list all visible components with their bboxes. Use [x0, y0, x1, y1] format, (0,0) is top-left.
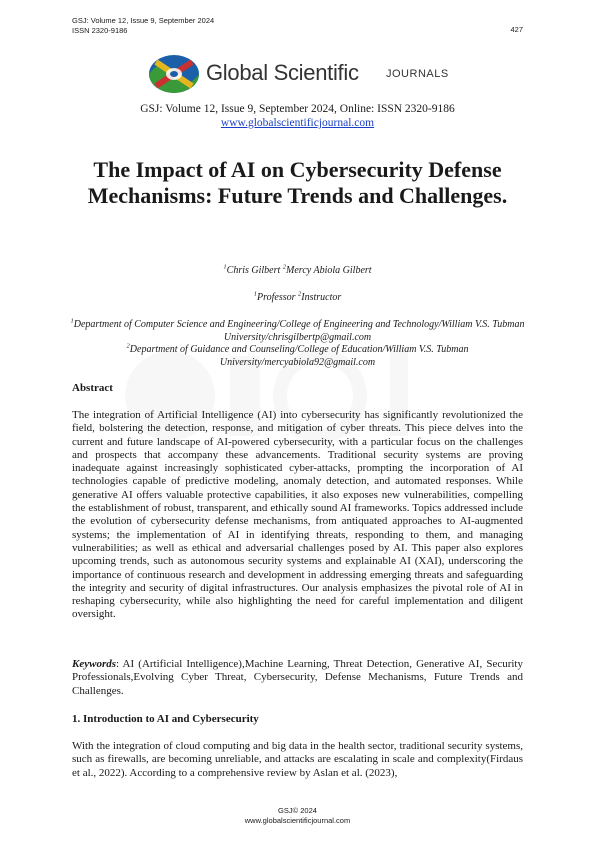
abstract-heading: Abstract	[72, 382, 113, 394]
issue-info	[0, 102, 595, 130]
affiliations	[70, 319, 525, 369]
role2: Instructor	[301, 292, 342, 303]
affil2-superscript: 2	[126, 342, 130, 350]
roles-line	[0, 292, 595, 303]
page-footer	[0, 806, 595, 825]
abstract-text: The integration of Artificial Intelligence (AI) into cybersecurity has significantly revolutionized the field, bolstering the detection, response, and mitigation of cyber threats. This piece delves into the current and future landscape of AI-powered cybersecurity, with a particular focus on the challenges and prospects that accompany these advancements. Traditional security systems are proving inadequate against increasingly sophisticated cyber-attacks, prompting the incorporation of AI technologies capable of predictive modeling, anomaly detection, and automated responses. While generative AI offers valuable protective capabilities, it also exposes new vulnerabilities, compelling the establishment of robust, transparent, and ethically sound AI frameworks. Topics addressed include the evolution of cybersecurity defense mechanisms, from antiquated approaches to AI-augmented systems; the implementation of AI in identifying threats, responding to them, and managing vulnerabilities; as well as ethical and adversarial challenges posed by AI. This paper also explores upcoming trends, such as autonomous security systems and explainable AI (XAI), underscoring the importance of continuous research and development in addressing emerging threats and safeguarding the integrity and security of digital infrastructures. Our analysis emphasizes the pivotal role of AI in reshaping cybersecurity, while also highlighting the need for careful implementation and diligent oversight.	[72, 409, 523, 621]
affiliation-1	[70, 319, 525, 344]
affil1-superscript: 1	[70, 317, 74, 325]
affil1-text: Department of Computer Science and Engineering/College of Engineering and Technology/William V.S. Tubman University/chrisgilbertp@gmail.com	[73, 319, 525, 343]
keywords-text: : AI (Artificial Intelligence),Machine Learning, Threat Detection, Generative AI, Security Professionals,Evolving Cyber Threat, Cybersecurity, Defense Mechanisms, Future Trends and Challenges.	[72, 658, 523, 697]
author2-name: Mercy Abiola Gilbert	[286, 265, 372, 276]
section-text: With the integration of cloud computing and big data in the health sector, traditional security systems, such as firewalls, are becoming unreliable, and attacks are escalating in scale and complexity(Firdaus et al., 2022). According to a comprehensive review by Aslan et al. (2023),	[72, 740, 523, 779]
footer-copyright: GSJ© 2024	[278, 806, 317, 815]
header-journal-line: GSJ: Volume 12, Issue 9, September 2024	[72, 16, 215, 25]
issue-line: GSJ: Volume 12, Issue 9, September 2024, Online: ISSN 2320-9186	[140, 103, 455, 115]
page-number: 427	[510, 25, 523, 34]
header-issn-line: ISSN 2320-9186	[72, 25, 128, 35]
globe-logo-icon	[148, 54, 200, 94]
section-heading: 1. Introduction to AI and Cybersecurity	[72, 713, 259, 725]
author1-name: Chris Gilbert	[226, 265, 281, 276]
footer-url: www.globalscientificjournal.com	[244, 815, 351, 825]
author2-superscript: 2	[282, 263, 287, 271]
running-header	[72, 16, 214, 35]
author1-superscript: 1	[223, 263, 227, 271]
role1-superscript: 1	[253, 290, 257, 298]
affiliation-2	[70, 344, 525, 369]
journal-logo	[148, 54, 458, 94]
logo-suffix: JOURNALS	[386, 68, 449, 80]
logo-wordmark: Global Scientific	[206, 60, 359, 85]
paper-title: The Impact of AI on Cybersecurity Defense Mechanisms: Future Trends and Challenges.	[87, 157, 508, 208]
authors-line	[0, 265, 595, 276]
keywords-label: Keywords	[72, 658, 116, 670]
role2-superscript: 2	[298, 290, 302, 298]
role1: Professor	[256, 292, 296, 303]
journal-url-link[interactable]: www.globalscientificjournal.com	[220, 117, 375, 129]
keywords	[72, 658, 523, 698]
affil2-text: Department of Guidance and Counseling/College of Education/William V.S. Tubman University/mercyabiola92@gmail.com	[129, 344, 469, 368]
